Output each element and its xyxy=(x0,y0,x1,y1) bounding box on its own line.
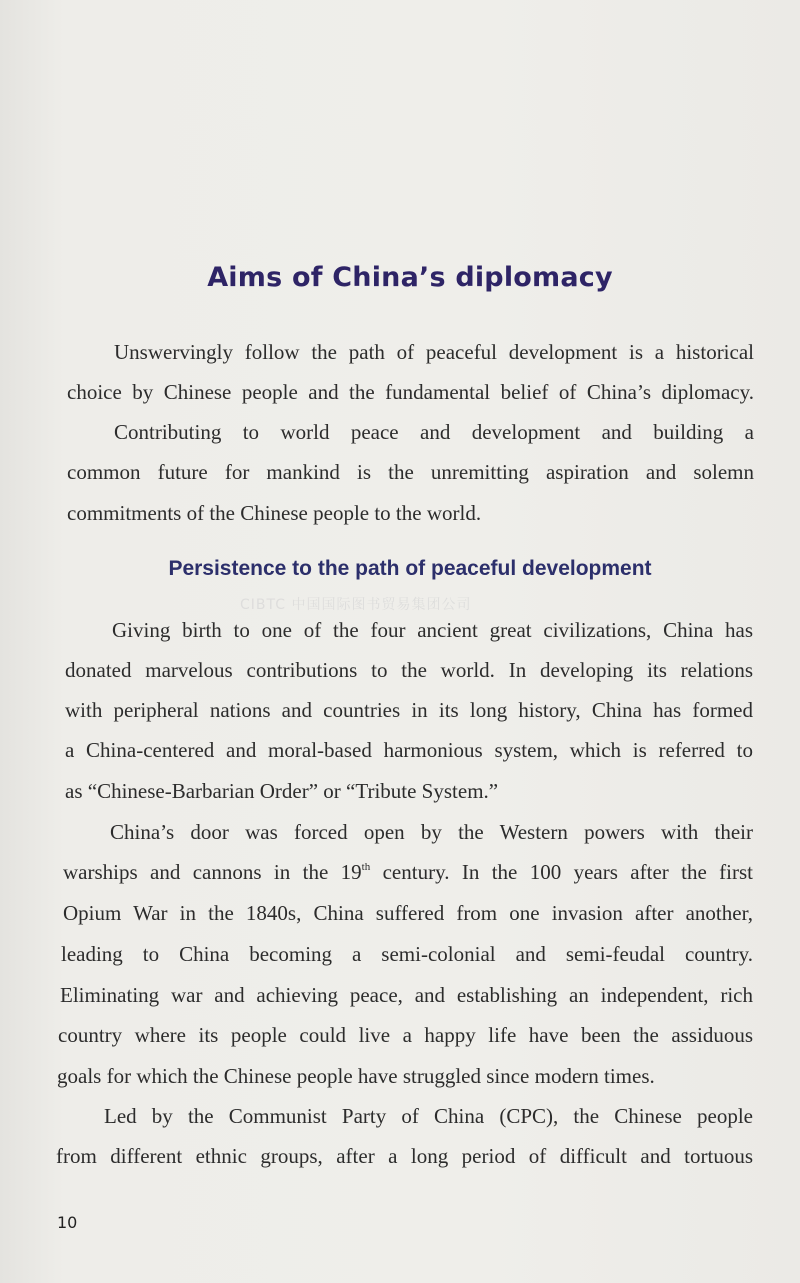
body-line: Unswervingly follow the path of peaceful development is a historical xyxy=(114,340,754,364)
body-line: donated marvelous contributions to the world. In developing its relations xyxy=(65,658,753,682)
body-line: with peripheral nations and countries in its long history, China has formed xyxy=(65,698,753,722)
body-line: choice by Chinese people and the fundamental belief of China’s diplomacy. xyxy=(67,380,754,404)
line-part: century. In the 100 years after the first xyxy=(370,860,753,884)
body-line: Led by the Communist Party of China (CPC), the Chinese people xyxy=(104,1104,753,1128)
body-line xyxy=(63,858,753,886)
superscript: th xyxy=(361,861,371,873)
body-line: Eliminating war and achieving peace, and establishing an independent, rich xyxy=(60,983,753,1007)
section-heading: Persistence to the path of peaceful development xyxy=(168,557,652,580)
body-line: from different ethnic groups, after a long period of difficult and tortuous xyxy=(56,1144,753,1168)
body-line: Giving birth to one of the four ancient great civilizations, China has xyxy=(112,618,753,642)
watermark: CIBTC 中国国际图书贸易集团公司 xyxy=(240,597,472,613)
body-line: common future for mankind is the unremitting aspiration and solemn xyxy=(67,460,754,484)
body-line: goals for which the Chinese people have struggled since modern times. xyxy=(57,1064,655,1088)
body-line: Opium War in the 1840s, China suffered from one invasion after another, xyxy=(63,901,753,925)
body-line: country where its people could live a happy life have been the assiduous xyxy=(58,1023,753,1047)
body-line: Contributing to world peace and development and building a xyxy=(114,420,754,444)
body-line: a China-centered and moral-based harmonious system, which is referred to xyxy=(65,738,753,762)
body-line: China’s door was forced open by the Western powers with their xyxy=(110,820,753,844)
body-line: leading to China becoming a semi-colonial and semi-feudal country. xyxy=(61,942,753,966)
page-number: 10 xyxy=(57,1213,78,1232)
line-part: warships and cannons in the 19 xyxy=(63,860,362,884)
page-title: Aims of China’s diplomacy xyxy=(207,262,613,293)
body-line: as “Chinese-Barbarian Order” or “Tribute System.” xyxy=(65,779,499,803)
body-line: commitments of the Chinese people to the world. xyxy=(67,501,482,525)
